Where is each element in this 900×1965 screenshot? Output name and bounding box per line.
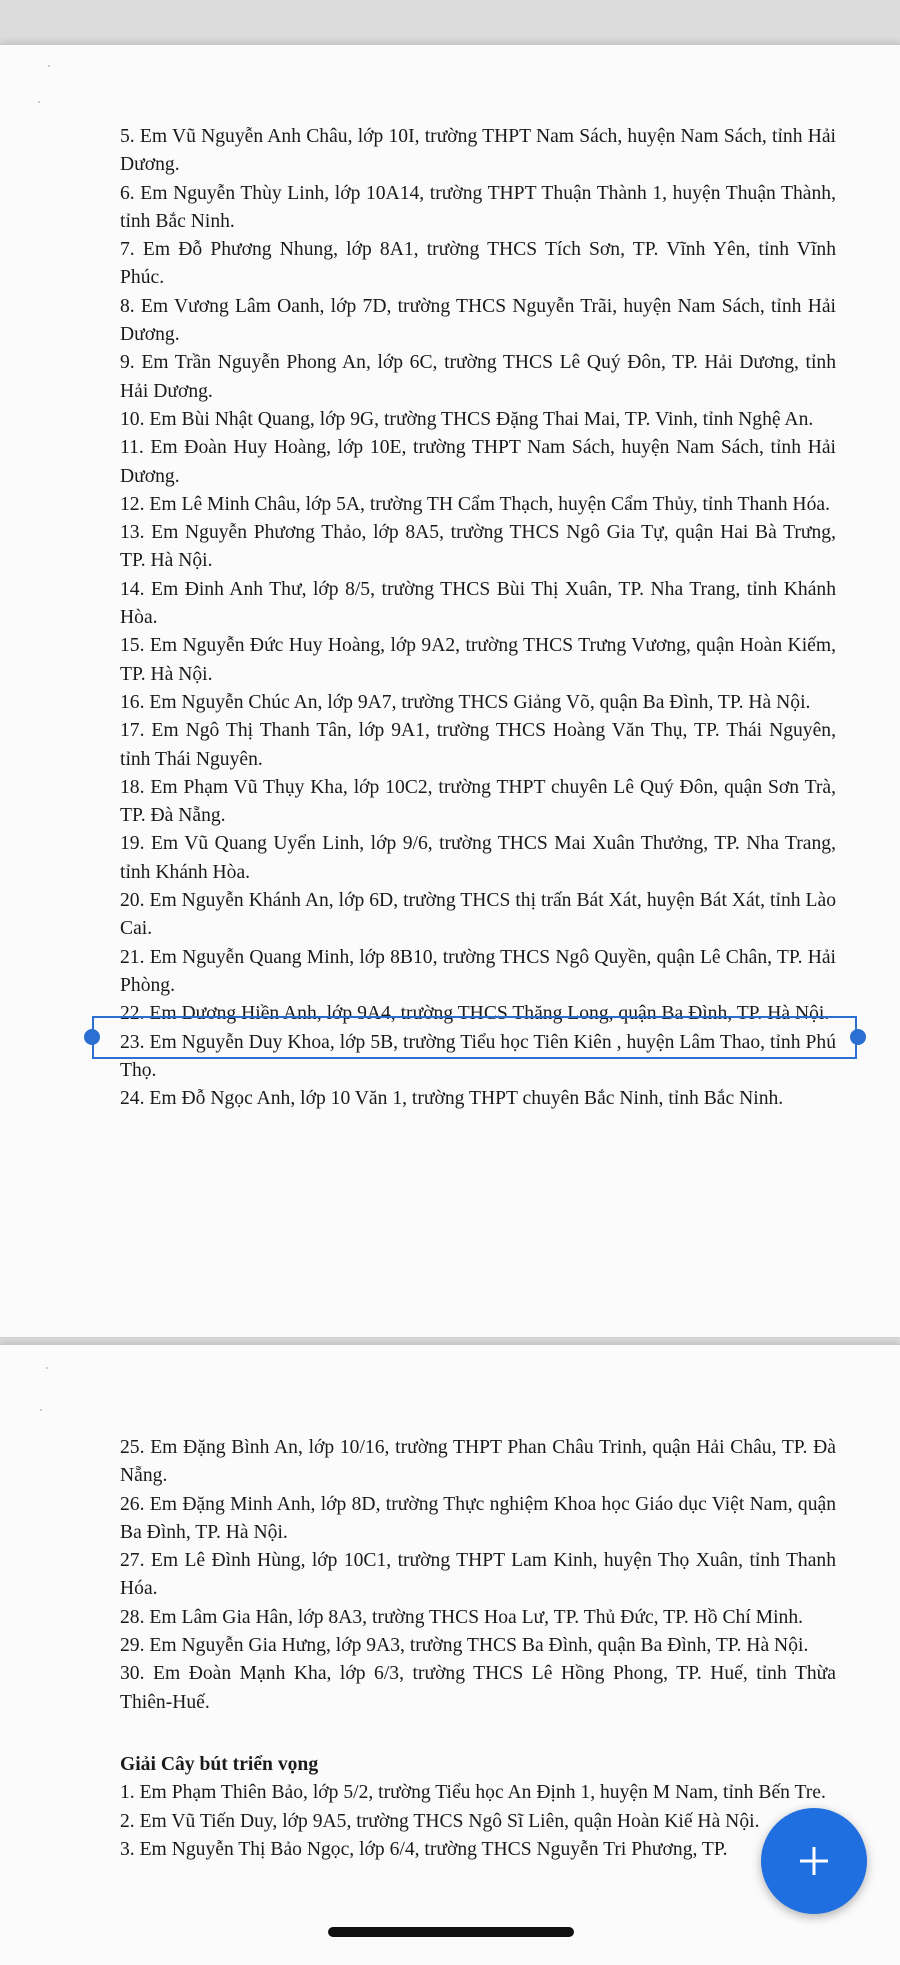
list-item: 11. Em Đoàn Huy Hoàng, lớp 10E, trường THPT Nam Sách, huyện Nam Sách, tỉnh Hải Dương. (120, 437, 836, 487)
list-item: 27. Em Lê Đình Hùng, lớp 10C1, trường THPT Lam Kinh, huyện Thọ Xuân, tỉnh Thanh Hóa. (120, 1550, 836, 1600)
list-item: 24. Em Đỗ Ngọc Anh, lớp 10 Văn 1, trường THPT chuyên Bắc Ninh, tỉnh Bắc Ninh. (120, 1088, 784, 1110)
list-item: 17. Em Ngô Thị Thanh Tân, lớp 9A1, trường THCS Hoàng Văn Thụ, TP. Thái Nguyên, tỉnh Thái Nguyên. (120, 720, 836, 770)
list-item: 3. Em Nguyễn Thị Bảo Ngọc, lớp 6/4, trường THCS Nguyễn Tri Phương, TP. (120, 1838, 728, 1860)
list-item: 5. Em Vũ Nguyễn Anh Châu, lớp 10I, trường THPT Nam Sách, huyện Nam Sách, tỉnh Hải Dương. (120, 126, 836, 176)
list-item: 22. Em Dương Hiền Anh, lớp 9A4, trường THCS Thăng Long, quận Ba Đình, TP. Hà Nội. (120, 1003, 830, 1025)
list-item: 20. Em Nguyễn Khánh An, lớp 6D, trường THCS thị trấn Bát Xát, huyện Bát Xát, tỉnh Lào Cai. (120, 890, 836, 940)
scan-speck (40, 1409, 42, 1411)
list-item: 6. Em Nguyễn Thùy Linh, lớp 10A14, trường THPT Thuận Thành 1, huyện Thuận Thành, tỉnh Bắc Ninh. (120, 182, 836, 232)
list-item: 25. Em Đặng Bình An, lớp 10/16, trường THPT Phan Châu Trinh, quận Hải Châu, TP. Đà Nẵng. (120, 1437, 836, 1487)
entry-list (120, 1434, 836, 1717)
selection-handle-start[interactable] (84, 1029, 100, 1045)
award-entry-list (120, 1779, 836, 1864)
list-item: 10. Em Bùi Nhật Quang, lớp 9G, trường THCS Đặng Thai Mai, TP. Vinh, tỉnh Nghệ An. (120, 408, 814, 430)
list-item: 1. Em Phạm Thiên Bảo, lớp 5/2, trường Tiểu học An Định 1, huyện M Nam, tỉnh Bến Tre. (120, 1782, 826, 1804)
list-item: 30. Em Đoàn Mạnh Kha, lớp 6/3, trường THCS Lê Hồng Phong, TP. Huế, tỉnh Thừa Thiên-Huế. (120, 1663, 836, 1713)
page-1-text[interactable] (120, 123, 836, 1113)
document-page-1 (0, 44, 900, 1337)
award-heading: Giải Cây bút triển vọng (120, 1753, 319, 1775)
list-item: 13. Em Nguyễn Phương Thảo, lớp 8A5, trường THCS Ngô Gia Tự, quận Hai Bà Trưng, TP. Hà Nội. (120, 522, 836, 572)
plus-icon (796, 1843, 832, 1879)
list-item: 8. Em Vương Lâm Oanh, lớp 7D, trường THCS Nguyễn Trãi, huyện Nam Sách, tỉnh Hải Dương. (120, 295, 836, 346)
list-item: 28. Em Lâm Gia Hân, lớp 8A3, trường THCS Hoa Lư, TP. Thủ Đức, TP. Hồ Chí Minh. (120, 1606, 804, 1628)
list-item-selected: 21. Em Nguyễn Quang Minh, lớp 8B10, trường THCS Ngô Quyền, quận Lê Chân, TP. Hải Phòng. (120, 946, 836, 996)
list-item: 26. Em Đặng Minh Anh, lớp 8D, trường Thực nghiệm Khoa học Giáo dục Việt Nam, quận Ba Đình, TP. Hà Nội. (120, 1493, 836, 1543)
list-item: 9. Em Trần Nguyễn Phong An, lớp 6C, trường THCS Lê Quý Đôn, TP. Hải Dương, tỉnh Hải Dương. (120, 352, 836, 402)
list-item: 18. Em Phạm Vũ Thụy Kha, lớp 10C2, trường THPT chuyên Lê Quý Đôn, quận Sơn Trà, TP. Đà Nẵng. (120, 776, 836, 827)
home-indicator[interactable] (328, 1927, 574, 1937)
list-item: 23. Em Nguyễn Duy Khoa, lớp 5B, trường Tiểu học Tiên Kiên , huyện Lâm Thao, tỉnh Phú Thọ. (120, 1031, 836, 1081)
list-item: 29. Em Nguyễn Gia Hưng, lớp 9A3, trường THCS Ba Đình, quận Ba Đình, TP. Hà Nội. (120, 1635, 809, 1657)
list-item: 12. Em Lê Minh Châu, lớp 5A, trường TH Cẩm Thạch, huyện Cẩm Thủy, tỉnh Thanh Hóa. (120, 493, 830, 515)
list-item: 16. Em Nguyễn Chúc An, lớp 9A7, trường THCS Giảng Võ, quận Ba Đình, TP. Hà Nội. (120, 691, 811, 713)
add-button[interactable] (761, 1808, 867, 1914)
scan-speck (38, 101, 40, 103)
list-item: 15. Em Nguyễn Đức Huy Hoàng, lớp 9A2, trường THCS Trưng Vương, quận Hoàn Kiếm, TP. Hà Nội. (120, 635, 836, 685)
selection-handle-end[interactable] (850, 1029, 866, 1045)
scan-speck (48, 65, 50, 67)
list-item: 19. Em Vũ Quang Uyển Linh, lớp 9/6, trường THCS Mai Xuân Thưởng, TP. Nha Trang, tỉnh Khánh Hòa. (120, 833, 836, 883)
bottom-area (0, 1935, 900, 1950)
list-item: 14. Em Đinh Anh Thư, lớp 8/5, trường THCS Bùi Thị Xuân, TP. Nha Trang, tỉnh Khánh Hòa. (120, 578, 836, 629)
scan-speck (46, 1367, 48, 1369)
list-item: 2. Em Vũ Tiến Duy, lớp 9A5, trường THCS Ngô Sĩ Liên, quận Hoàn Kiế Hà Nội. (120, 1810, 760, 1832)
list-item: 7. Em Đỗ Phương Nhung, lớp 8A1, trường THCS Tích Sơn, TP. Vĩnh Yên, tỉnh Vĩnh Phúc. (120, 239, 836, 289)
page-2-text[interactable] (120, 1434, 836, 1864)
